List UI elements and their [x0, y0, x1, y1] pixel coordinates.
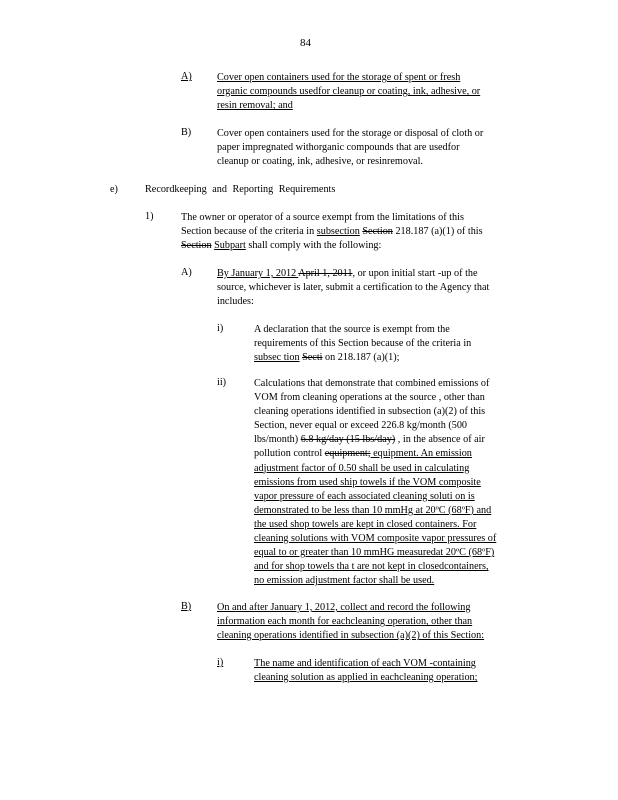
item-1aii-line: equal to or greater than 10 mmHG measuredat 20ºC (68ºF) — [254, 547, 495, 559]
item-1ai-line — [254, 351, 544, 365]
text-run: Section because of the criteria in — [181, 226, 317, 238]
text-run: lbs/month) — [254, 434, 301, 446]
deleted-text: Section — [362, 226, 393, 238]
item-1aii-line: and for shop towels tha t are not kept in closedcontainers, — [254, 561, 489, 573]
item-1aii-line: the used shop towels are kept in closed containers. For — [254, 518, 477, 530]
item-1-text — [181, 211, 541, 253]
item-1bi-line: cleaning solution as applied in eachcleaning operation; — [254, 672, 478, 684]
item-b-line: paper impregnated withorganic compounds that are usedfor — [217, 142, 460, 154]
item-1aii-line: emissions from used ship towels if the VOM composite — [254, 476, 481, 488]
item-1aii-line: adjustment factor of 0.50 shall be used in calculating — [254, 462, 470, 474]
item-1b-line: cleaning operations identified in subsection (a)(2) of this Section: — [217, 630, 485, 642]
deleted-text: Secti — [302, 352, 323, 364]
inserted-text: By January 1, 2012 — [217, 268, 299, 279]
text-run: pollution control — [254, 448, 325, 460]
inserted-text: subsection — [316, 226, 360, 238]
item-b-line: Cover open containers used for the storage or disposal of cloth or — [217, 128, 484, 139]
item-1bi-text — [254, 657, 544, 685]
deleted-text: equipment; — [324, 448, 371, 460]
text-run: , or upon initial start -up of the — [352, 268, 478, 279]
item-a-text — [217, 71, 537, 113]
item-1b-line: information each month for eachcleaning operation, other than — [217, 616, 473, 628]
item-1-line — [181, 225, 541, 239]
item-1b-line: On and after January 1, 2012, collect and record the following — [217, 602, 471, 613]
item-1-line — [181, 239, 541, 253]
item-1a-line — [217, 267, 542, 281]
item-1aii-line: demonstrated to be less than 10 mmHg at 20ºC (68ºF) and — [254, 504, 492, 516]
item-1aii-line: Section, never equal or exceed 226.8 kg/month (500 — [254, 420, 468, 432]
item-a-label: A) — [181, 71, 192, 82]
item-1aii-line: VOM from cleaning operations at the source , other than — [254, 392, 485, 404]
inserted-text: subsec tion — [254, 352, 300, 364]
item-1aii-line: cleaning operations identified in subsection (a)(2) of this — [254, 406, 486, 418]
item-b-label: B) — [181, 127, 192, 138]
deleted-text: April 1, 2011 — [298, 268, 353, 279]
item-b-text — [217, 127, 537, 169]
deleted-text: 6.8 kg/day (15 lbs/day) — [300, 434, 396, 446]
text-run: 218.187 (a)(1) of this — [392, 226, 483, 238]
section-e-heading: Recordkeeping and Reporting Requirements — [145, 184, 336, 195]
item-1-line: The owner or operator of a source exempt from the limitations of this — [181, 212, 464, 223]
item-1ai-label: i) — [217, 323, 224, 334]
item-1ai-line: A declaration that the source is exempt from the — [254, 324, 450, 335]
item-a-line: organic compounds usedfor cleanup or coating, ink, adhesive, or — [217, 86, 481, 98]
item-1ai-line: requirements of this Section because of the criteria in — [254, 338, 472, 350]
inserted-text: equipment. An emission — [370, 448, 472, 460]
item-1aii-line — [254, 447, 544, 461]
item-1-label: 1) — [145, 211, 154, 222]
item-1aii-label: ii) — [217, 377, 227, 388]
item-1aii-line: vapor pressure of each associated cleaning soluti on is — [254, 490, 475, 502]
text-run: , in the absence of air — [395, 434, 485, 446]
item-a-line: resin removal; and — [217, 100, 293, 112]
item-1bi-line: The name and identification of each VOM -containing — [254, 658, 476, 669]
item-1a-label: A) — [181, 267, 192, 278]
item-b-line: cleanup or coating, ink, adhesive, or resinremoval. — [217, 156, 423, 168]
item-1b-label: B) — [181, 601, 192, 612]
item-1a-line: source, whichever is later, submit a certification to the Agency that — [217, 282, 490, 294]
section-e-label: e) — [110, 184, 118, 195]
page-number: 84 — [300, 37, 311, 49]
item-1aii-line — [254, 433, 544, 447]
item-1bi-label: i) — [217, 657, 224, 668]
item-1aii-line: no emission adjustment factor shall be used. — [254, 575, 435, 587]
item-1ai-text — [254, 323, 544, 365]
text-run: shall comply with the following: — [245, 240, 382, 252]
item-1aii-line: cleaning solutions with VOM composite vapor pressures of — [254, 533, 497, 545]
deleted-text: Section — [181, 240, 212, 252]
text-run: on 218.187 (a)(1); — [322, 352, 400, 364]
item-1a-line: includes: — [217, 296, 254, 308]
item-1aii-line: Calculations that demonstrate that combined emissions of — [254, 378, 490, 389]
item-a-line: Cover open containers used for the storage of spent or fresh — [217, 72, 461, 83]
item-1b-text — [217, 601, 542, 643]
inserted-text: Subpart — [214, 240, 246, 252]
item-1a-text — [217, 267, 542, 309]
item-1aii-text — [254, 377, 544, 588]
